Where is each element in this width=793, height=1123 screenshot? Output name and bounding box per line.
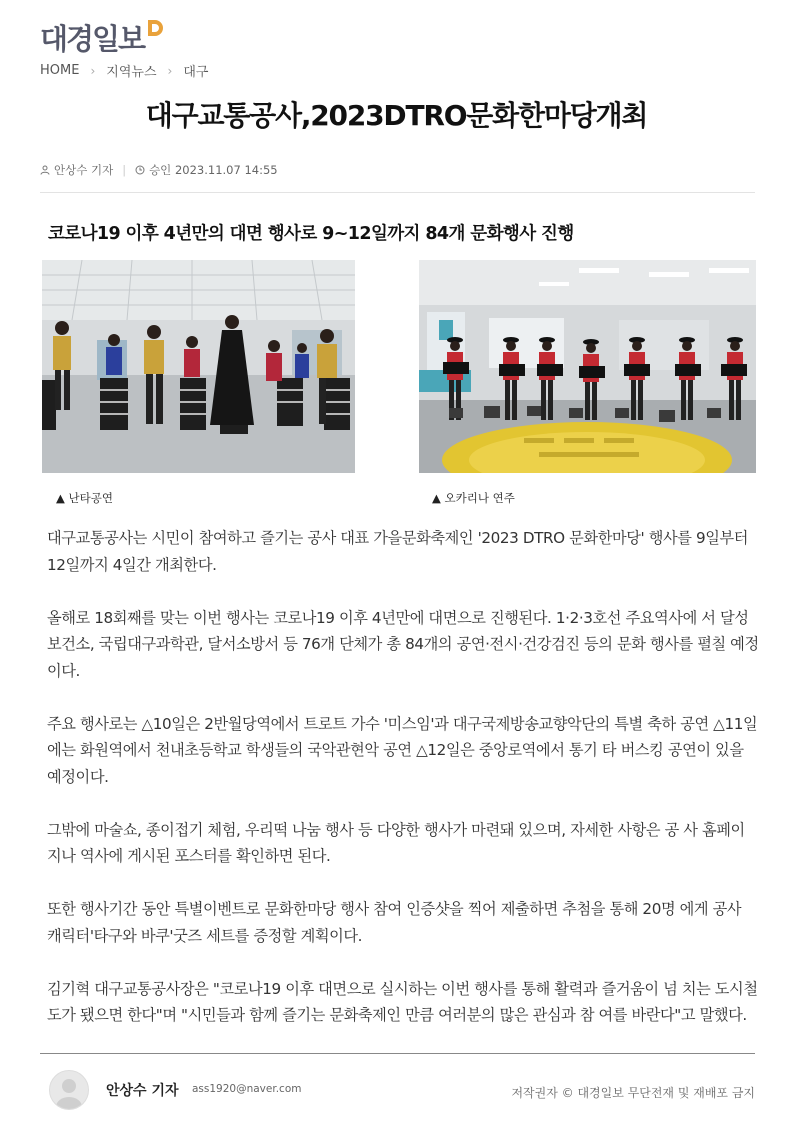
- meta-divider: |: [122, 163, 127, 177]
- footer-author-email[interactable]: ass1920@naver.com: [192, 1083, 302, 1095]
- avatar-placeholder-icon: [50, 1071, 88, 1109]
- clock-icon: [135, 165, 145, 175]
- breadcrumb-regional-news[interactable]: 지역뉴스: [106, 65, 157, 80]
- footer-divider: [40, 1053, 755, 1054]
- copyright-notice: 저작권자 © 대경일보 무단전재 및 재배포 금지: [511, 1086, 755, 1100]
- paragraph: 대구교통공사는 시민이 참여하고 즐기는 공사 대표 가을문화축제인 '2023 DTRO 문화한마당' 행사를 9일부터 12일까지 4일간 개최한다.: [47, 529, 749, 574]
- breadcrumb-separator-icon: ›: [167, 63, 173, 78]
- article-meta: [40, 162, 278, 178]
- publish-date: 승인 2023.11.07 14:55: [149, 163, 278, 177]
- divider: [40, 192, 755, 193]
- photo-ocarina-performance[interactable]: [419, 260, 756, 473]
- paragraph: 올해로 18회째를 맞는 이번 행사는 코로나19 이후 4년만에 대면으로 진행된다. 1·2·3호선 주요역사에 서 달성보건소, 국립대구과학관, 달서소방서 등 76개 단체가 총 84개의 공연·전시·건강검진 등의 문화 행사를 펼칠 예정이다.: [47, 608, 759, 680]
- paragraph: 또한 행사기간 동안 특별이벤트로 문화한마당 행사 참여 인증샷을 찍어 제출하면 추첨을 통해 20명 에게 공사 캐릭터'타구와 바쿠'굿즈 세트를 증정할 계획이다.: [47, 900, 742, 945]
- logo-mark-icon: [145, 18, 165, 38]
- photo-caption: ▲ 난타공연: [56, 491, 113, 505]
- breadcrumb-separator-icon: ›: [90, 63, 96, 78]
- breadcrumb-home[interactable]: HOME: [40, 63, 80, 78]
- photo-drum-performance[interactable]: [42, 260, 355, 473]
- site-logo[interactable]: [40, 18, 165, 54]
- breadcrumb: [40, 61, 208, 80]
- paragraph: 김기혁 대구교통공사장은 "코로나19 이후 대면으로 실시하는 이번 행사를 통해 활력과 즐거움이 넘 치는 도시철도가 됐으면 한다"며 "시민들과 함께 즐기는 문화축제인 만큼 여러분의 많은 관심과 참 여를 바란다"고 말했다.: [47, 979, 758, 1024]
- photo-caption: ▲ 오카리나 연주: [432, 491, 515, 505]
- article-title: 대구교통공사,2023DTRO문화한마당개최: [145, 99, 648, 132]
- user-icon: [40, 165, 50, 175]
- breadcrumb-daegu[interactable]: 대구: [183, 65, 209, 80]
- author-meta[interactable]: 안상수 기자: [54, 163, 114, 177]
- paragraph: 그밖에 마술쇼, 종이접기 체험, 우리떡 나눔 행사 등 다양한 행사가 마련돼 있으며, 자세한 사항은 공 사 홈페이지나 역사에 게시된 포스터를 확인하면 된다.: [47, 820, 745, 865]
- article-body: [47, 525, 759, 1055]
- logo-text: 대경일보: [40, 22, 145, 56]
- footer-author-name[interactable]: 안상수 기자: [106, 1083, 179, 1099]
- photo-ocarina-performance-image: [419, 260, 756, 473]
- paragraph: 주요 행사로는 △10일은 2반월당역에서 트로트 가수 '미스임'과 대구국제방송교향악단의 특별 축하 공연 △11일에는 화원역에서 천내초등학교 학생들의 국악관현악 공연 △12일은 중앙로역에서 통기 타 버스킹 공연이 있을 예정이다.: [47, 714, 758, 786]
- author-footer: [40, 1062, 755, 1112]
- avatar[interactable]: [49, 1070, 89, 1110]
- article-subtitle: 코로나19 이후 4년만의 대면 행사로 9~12일까지 84개 문화행사 진행: [48, 224, 574, 244]
- photo-drum-performance-image: [42, 260, 355, 473]
